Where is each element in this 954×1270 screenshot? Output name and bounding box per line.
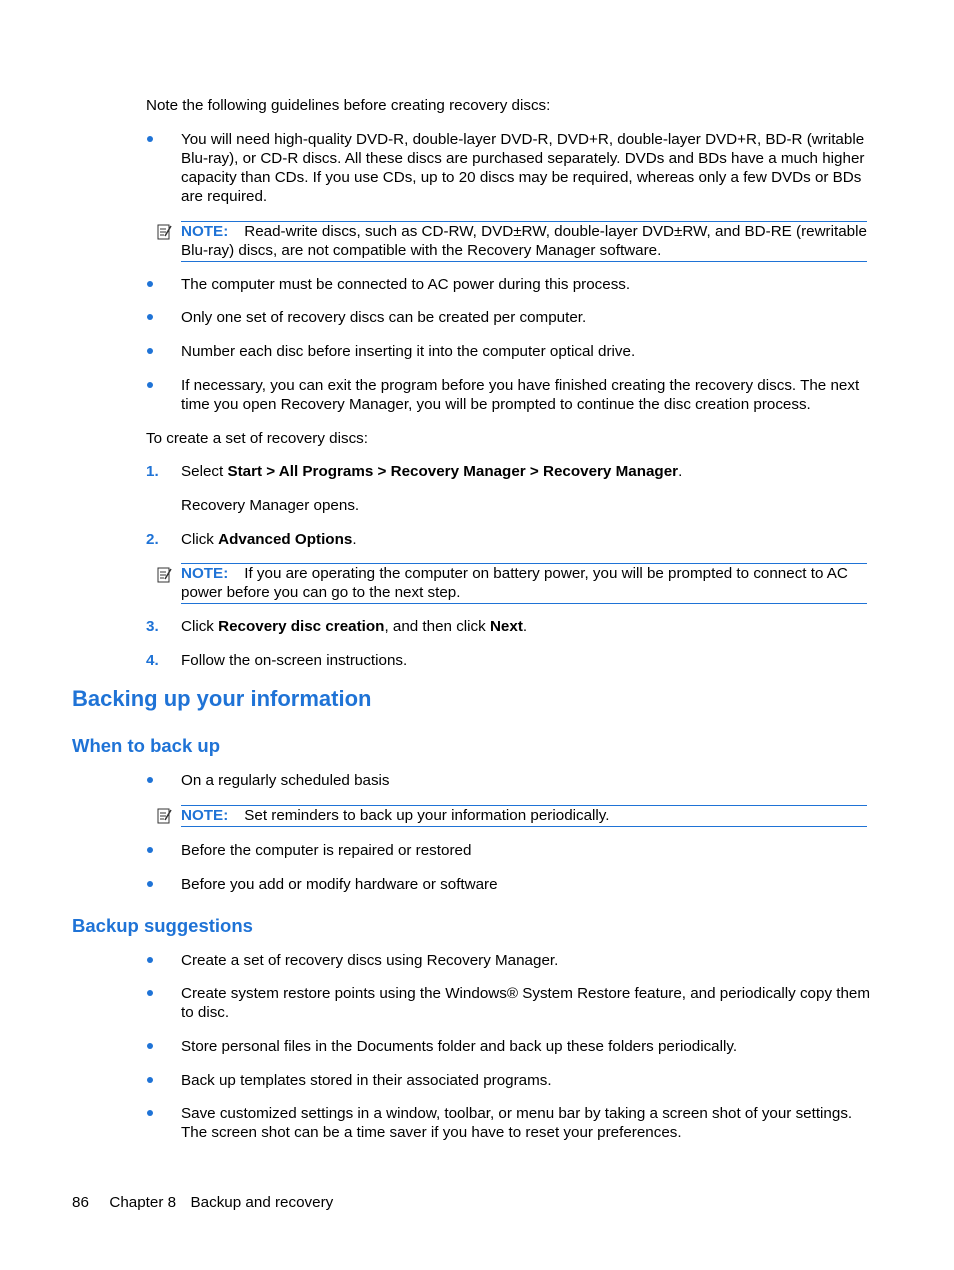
step-subtext: Recovery Manager opens. [181,497,360,514]
step-text: Click Advanced Options. [181,531,357,548]
note-icon [157,224,173,240]
bullet [146,275,154,283]
step-number: 1. [146,463,159,480]
guideline-item: Number each disc before inserting it into the computer optical drive. [181,343,636,360]
list-item: Store personal files in the Documents folder and back up these folders periodically. [181,1038,738,1055]
bullet [146,1071,154,1079]
note-label: NOTE: [181,807,229,824]
bullet [146,1037,154,1045]
list-item: Before you add or modify hardware or software [181,876,498,893]
bullet [146,342,154,350]
note-text: If you are operating the computer on battery power, you will be prompted to connect to AC power before you can go to the next step. [181,565,848,601]
step-number: 4. [146,652,159,669]
note-icon [157,567,173,583]
note-box [181,221,867,262]
note-label: NOTE: [181,565,229,582]
intro-text: Note the following guidelines before creating recovery discs: [146,97,551,114]
step-text: Click Recovery disc creation, and then click Next. [181,618,528,635]
note-label: NOTE: [181,223,229,240]
bullet [146,1104,154,1112]
step-text: Follow the on-screen instructions. [181,652,408,669]
section-title: Backing up your information [72,686,372,711]
list-item: Create system restore points using the Windows® System Restore feature, and periodically copy them to disc. [181,985,871,1021]
footer-title: Backup and recovery [190,1194,334,1211]
bullet [146,130,154,138]
page-number: 86 [72,1194,89,1211]
note-box [181,805,867,827]
guideline-item: The computer must be connected to AC power during this process. [181,276,631,293]
guideline-item: Only one set of recovery discs can be created per computer. [181,309,587,326]
list-item: Back up templates stored in their associated programs. [181,1072,552,1089]
guideline-item: You will need high-quality DVD-R, double-layer DVD-R, DVD+R, double-layer DVD+R, BD-R (writable Blu-ray), or CD-R discs. All these discs are purchased separately. DVDs and BDs have a much higher capacity than CDs. If you use CDs, up to 20 discs may be required, whereas only a few DVDs or BDs are required. [181,131,865,205]
bullet [146,376,154,384]
step-number: 2. [146,531,159,548]
note-icon [157,808,173,824]
list-item: Before the computer is repaired or restored [181,842,472,859]
subsection-title: Backup suggestions [72,915,253,936]
note-text: Read-write discs, such as CD-RW, DVD±RW, double-layer DVD±RW, and BD-RE (rewritable Blu-ray) discs, are not compatible with the Recovery Manager software. [181,223,867,259]
list-item: Save customized settings in a window, toolbar, or menu bar by taking a screen shot of your settings. The screen shot can be a time saver if you have to reset your preferences. [181,1105,853,1141]
bullet [146,984,154,992]
page-footer [72,1193,333,1212]
list-item: Create a set of recovery discs using Recovery Manager. [181,952,559,969]
step-text: Select Start > All Programs > Recovery Manager > Recovery Manager. [181,463,683,480]
bullet [146,308,154,316]
list-item: On a regularly scheduled basis [181,772,390,789]
guideline-item: If necessary, you can exit the program before you have finished creating the recovery discs. The next time you open Recovery Manager, you will be prompted to continue the disc creation process. [181,377,860,413]
bullet [146,951,154,959]
bullet [146,875,154,883]
bullet [146,771,154,779]
note-text: Set reminders to back up your information periodically. [244,807,610,824]
subsection-title: When to back up [72,735,220,756]
footer-chapter: Chapter 8 [109,1194,177,1211]
note-box [181,563,867,604]
step-number: 3. [146,618,159,635]
bullet [146,841,154,849]
create-intro: To create a set of recovery discs: [146,430,368,447]
